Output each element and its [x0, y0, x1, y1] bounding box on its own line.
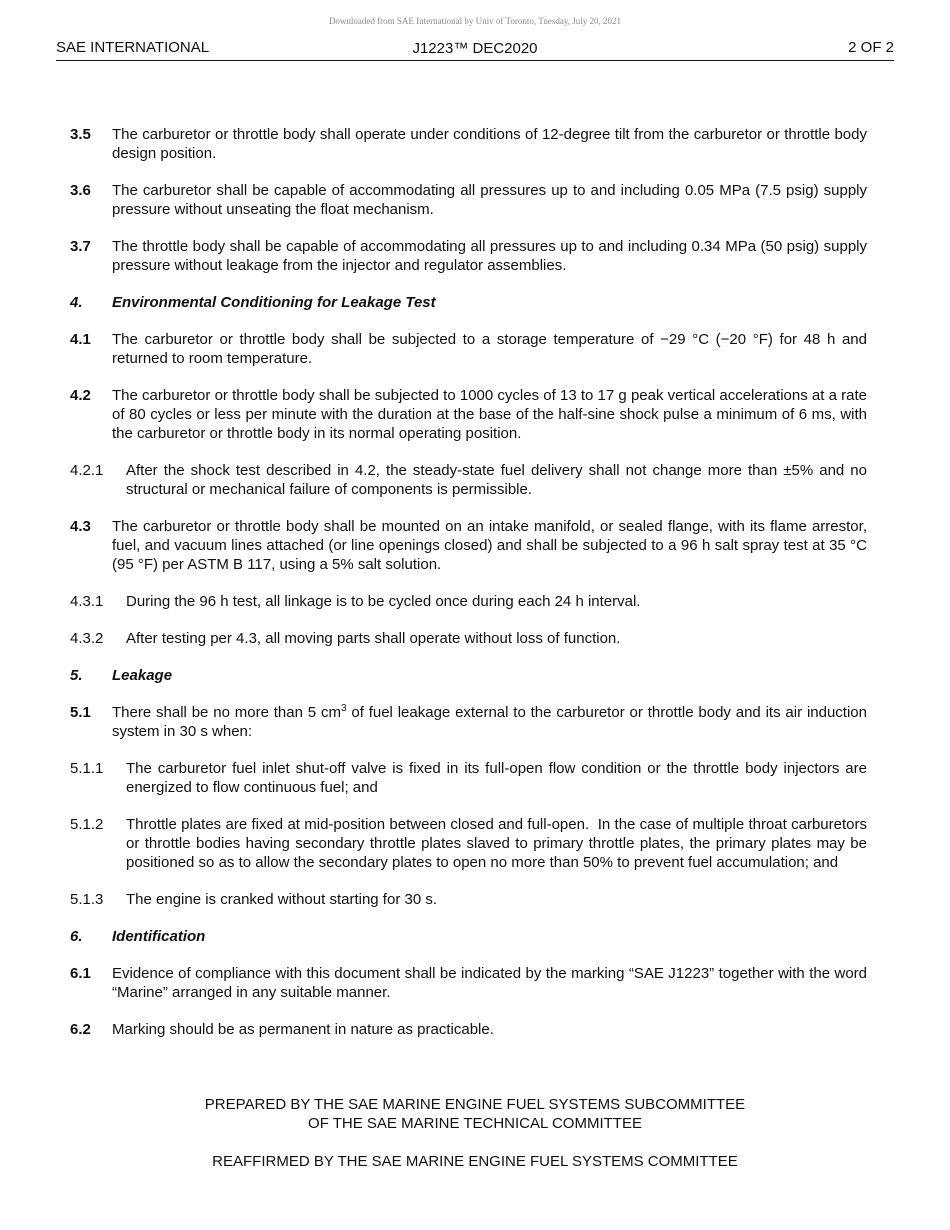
- section-number: 5.1.1: [70, 760, 104, 777]
- section-text: After the shock test described in 4.2, the steady-state fuel delivery shall not change more than ±5% and no structural or mechanical failure of components is permissible.: [126, 462, 867, 498]
- page-header: [56, 38, 894, 61]
- section-number: 5.: [70, 667, 83, 684]
- section-4-2-1: [70, 461, 867, 499]
- section-text: The carburetor or throttle body shall be mounted on an intake manifold, or sealed flange, with its flame arrestor, fuel, and vacuum lines attached (or line openings closed) and shall be subjected to a 96 h salt spray test at 35 °C (95 °F) per ASTM B 117, using a 5% salt solution.: [112, 518, 867, 573]
- section-3-5: [70, 125, 867, 163]
- text-part: of fuel leakage external to the carburetor or throttle body and its air induction system in 30 s when:: [112, 704, 867, 740]
- section-heading: Leakage: [112, 667, 173, 684]
- footer-reaffirmed-by: REAFFIRMED BY THE SAE MARINE ENGINE FUEL SYSTEMS COMMITTEE: [212, 1153, 738, 1170]
- section-4-1: [70, 330, 867, 368]
- section-text: After testing per 4.3, all moving parts shall operate without loss of function.: [126, 630, 621, 647]
- section-4-3-2: [70, 629, 867, 648]
- section-heading: Identification: [112, 928, 206, 945]
- section-text: [112, 703, 867, 741]
- download-note: Downloaded from SAE International by Univ of Toronto, Tuesday, July 20, 2021: [328, 16, 622, 26]
- section-6-1: [70, 964, 867, 1002]
- section-4-3-1: [70, 592, 867, 611]
- section-heading-5: [70, 666, 867, 685]
- section-number: 4.2: [70, 387, 91, 404]
- section-text: The carburetor or throttle body shall be subjected to a storage temperature of −29 °C (−20 °F) for 48 h and returned to room temperature.: [112, 331, 867, 367]
- section-3-6: [70, 181, 867, 219]
- section-heading-6: [70, 927, 867, 946]
- section-5-1-2: [70, 815, 872, 872]
- section-number: 4.3.2: [70, 630, 104, 647]
- section-number: 6.2: [70, 1021, 91, 1038]
- section-number: 3.6: [70, 182, 91, 199]
- section-text: During the 96 h test, all linkage is to be cycled once during each 24 h interval.: [126, 593, 641, 610]
- section-number: 3.7: [70, 238, 91, 255]
- text-part: There shall be no more than 5 cm: [112, 704, 341, 721]
- section-5-1: [70, 703, 867, 741]
- section-text: The engine is cranked without starting for 30 s.: [126, 891, 438, 908]
- section-4-2: [70, 386, 867, 443]
- footer-spacer: [0, 1133, 950, 1152]
- section-number: 5.1.2: [70, 816, 104, 833]
- section-6-2: [70, 1020, 867, 1039]
- section-5-1-3: [70, 890, 867, 909]
- section-text: Marking should be as permanent in nature as practicable.: [112, 1021, 494, 1038]
- section-4-3: [70, 517, 867, 574]
- header-publisher: SAE INTERNATIONAL: [56, 39, 210, 56]
- section-heading: Environmental Conditioning for Leakage Test: [112, 294, 436, 311]
- section-text: The carburetor or throttle body shall be subjected to 1000 cycles of 13 to 17 g peak vertical accelerations at a rate of 80 cycles or less per minute with the duration at the base of the half-sine shock pulse a minimum of 6 ms, with the carburetor or throttle body in its normal operating position.: [112, 387, 867, 442]
- section-number: 5.1.3: [70, 891, 104, 908]
- section-number: 4.2.1: [70, 462, 104, 479]
- section-text: The carburetor or throttle body shall operate under conditions of 12-degree tilt from the carburetor or throttle body design position.: [112, 126, 867, 162]
- section-text: The throttle body shall be capable of accommodating all pressures up to and including 0.34 MPa (50 psig) supply pressure without leakage from the injector and regulator assemblies.: [112, 238, 867, 274]
- section-heading-4: [70, 293, 867, 312]
- section-text: The carburetor shall be capable of accommodating all pressures up to and including 0.05 MPa (7.5 psig) supply pressure without unseating the float mechanism.: [112, 182, 867, 218]
- document-footer: [0, 1095, 950, 1171]
- section-number: 4.1: [70, 331, 91, 348]
- footer-committee: OF THE SAE MARINE TECHNICAL COMMITTEE: [308, 1115, 642, 1132]
- section-text: Evidence of compliance with this document shall be indicated by the marking “SAE J1223” together with the word “Marine” arranged in any suitable manner.: [112, 965, 867, 1001]
- superscript: 3: [340, 703, 347, 714]
- document-body: [70, 125, 872, 1057]
- section-number: 4.3: [70, 518, 91, 535]
- section-number: 4.: [70, 294, 83, 311]
- section-number: 4.3.1: [70, 593, 104, 610]
- section-text: The carburetor fuel inlet shut-off valve is fixed in its full-open flow condition or the throttle body injectors are energized to flow continuous fuel; and: [126, 760, 867, 796]
- section-text: Throttle plates are fixed at mid-position between closed and full-open. In the case of multiple throat carburetors or throttle bodies having secondary throttle plates slaved to primary throttle plates, the primary plates may be positioned so as to allow the secondary plates to open no more than 50% to prevent fuel accumulation; and: [126, 816, 872, 871]
- footer-prepared-by: PREPARED BY THE SAE MARINE ENGINE FUEL SYSTEMS SUBCOMMITTEE: [204, 1096, 746, 1113]
- section-3-7: [70, 237, 867, 275]
- section-number: 6.1: [70, 965, 91, 982]
- header-document-id: J1223™ DEC2020: [412, 40, 538, 57]
- section-number: 6.: [70, 928, 83, 945]
- section-number: 5.1: [70, 704, 91, 721]
- section-5-1-1: [70, 759, 867, 797]
- section-number: 3.5: [70, 126, 91, 143]
- header-page-number: 2 OF 2: [848, 39, 894, 56]
